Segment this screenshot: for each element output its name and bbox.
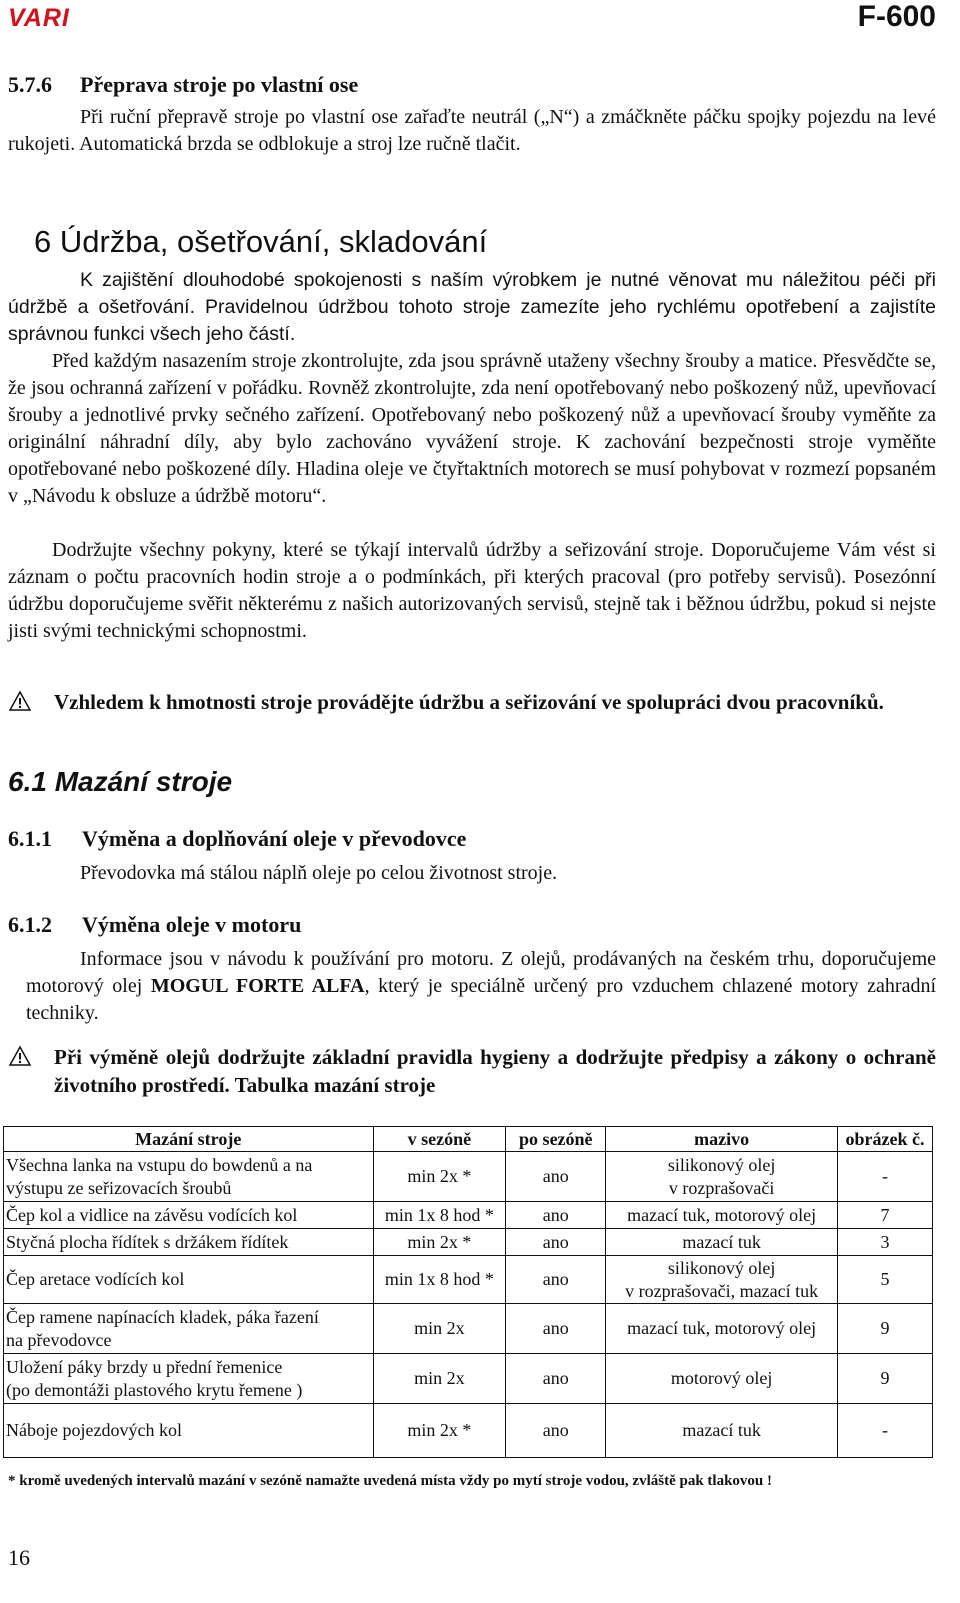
cell-after: ano [506,1256,606,1304]
table-row [4,1202,933,1229]
cell-lubricant: mazací tuk, motorový olej [606,1202,838,1229]
warning-hygiene [8,1043,936,1099]
section-61-title: 6.1 Mazání stroje [8,766,233,797]
model-name: F-600 [857,0,936,33]
cell-lubricant: mazací tuk [606,1229,838,1256]
cell-lubricant: mazací tuk [606,1404,838,1458]
header-figure: obrázek č. [838,1127,933,1152]
cell-figure: 9 [838,1354,933,1404]
cell-after: ano [506,1229,606,1256]
section-612-text-b: , který je speciálně určený pro vzduchem chlazené motory zahradní techniky. [26,975,937,1024]
cell-figure: 7 [838,1202,933,1229]
table-row [4,1229,933,1256]
cell-lubricant [606,1152,838,1202]
warning-text: Vzhledem k hmotnosti stroje provádějte údržbu a seřizování ve spolupráci dvou pracovníků. [54,690,884,714]
cell-lub-line: silikonový olej [667,1154,776,1175]
cell-figure: - [838,1404,933,1458]
section-576-heading [8,72,358,98]
section-number: 6.1.1 [8,826,52,851]
table-row [4,1152,933,1202]
cell-lub-line: silikonový olej [667,1257,776,1278]
oil-name: MOGUL FORTE ALFA [150,975,365,997]
cell-season: min 2x [373,1354,506,1404]
header-part: Mazání stroje [4,1127,374,1152]
cell-season: min 2x * [373,1229,506,1256]
cell-season: min 1x 8 hod * [373,1202,506,1229]
section-title: Výměna oleje v motoru [82,912,302,937]
cell-part: Náboje pojezdových kol [4,1404,374,1458]
section-612-text [26,946,936,1027]
cell-lub-line: v rozprašovači [668,1177,775,1198]
cell-season: min 2x [373,1304,506,1354]
cell-part-line: Všechna lanka na vstupu do bowdenů a na [6,1154,313,1175]
section-number: 5.7.6 [8,72,52,97]
cell-part [4,1304,374,1354]
warning-triangle-icon [8,1045,32,1067]
section-576-text: Při ruční přepravě stroje po vlastní ose zařaďte neutrál („N“) a zmáčkněte páčku spojky pojezdu na levé rukojeti. Automatická brzda se odblokuje a stroj lze ručně tlačit. [8,106,936,155]
table-row [4,1256,933,1304]
table-row [4,1404,933,1458]
cell-after: ano [506,1354,606,1404]
section-title: Přeprava stroje po vlastní ose [80,72,359,97]
section-612-text-a: Informace jsou v návodu k používání pro motoru. Z olejů, prodávaných na českém trhu, doporučujeme motorový olej [26,948,936,997]
section-612-heading [8,912,301,938]
cell-part [4,1354,374,1404]
section-title: Výměna a doplňování oleje v převodovce [82,826,467,851]
cell-lubricant: motorový olej [606,1354,838,1404]
header-after-season: po sezóně [506,1127,606,1152]
cell-part [4,1152,374,1202]
page-number: 16 [8,1545,30,1570]
cell-after: ano [506,1202,606,1229]
lubrication-table [3,1126,933,1458]
table-footnote: * kromě uvedených intervalů mazání v sezóně namažte uvedená místa vždy po mytí stroje vodou, zvláště pak tlakovou ! [8,1473,773,1489]
cell-season: min 1x 8 hod * [373,1256,506,1304]
cell-season: min 2x * [373,1404,506,1458]
header-lubricant: mazivo [606,1127,838,1152]
cell-lubricant: mazací tuk, motorový olej [606,1304,838,1354]
table-row [4,1354,933,1404]
cell-lub-line: v rozprašovači, mazací tuk [625,1280,819,1301]
header-season: v sezóně [373,1127,506,1152]
cell-figure: 9 [838,1304,933,1354]
vari-logo-text: VARI [8,6,70,28]
cell-part-line: na převodovce [6,1329,112,1350]
cell-figure: - [838,1152,933,1202]
chapter-para2: Před každým nasazením stroje zkontrolujte, zda jsou správně utaženy všechny šrouby a matice. Přesvědčte se, že jsou ochranná zařízení v pořádku. Rovněž zkontrolujte, zda není opotřebovaný nebo poškozený nůž, upevňovací šrouby a jednotlivé prvky sečného zařízení. Opotřebovaný nebo poškozený nůž a upevňovací šrouby vyměňte za originální náhradní díly, aby bylo zachováno vyvážení stroje. K zachování bezpečnosti stroje vyměňte opotřebované nebo poškozené díly. Hladina oleje ve čtyřtaktních motorech se musí pohybovat v rozmezí popsaném v „Návodu k obsluze a údržbě motoru“. [8,350,936,507]
cell-after: ano [506,1304,606,1354]
warning-triangle-icon [8,690,32,712]
warning-weight [8,688,936,716]
section-611-heading [8,826,466,852]
section-number: 6.1.2 [8,912,52,937]
chapter-para1: K zajištění dlouhodobé spokojenosti s naším výrobkem je nutné věnovat mu náležitou péči při údržbě a ošetřování. Pravidelnou údržbou tohoto stroje zamezíte jeho rychlému opotřebení a zajistíte správnou funkci všech jeho částí. [8,269,936,345]
cell-part: Čep kol a vidlice na závěsu vodících kol [4,1202,374,1229]
vari-logo [8,6,134,28]
cell-part-line: (po demontáži plastového krytu řemene ) [6,1379,303,1400]
cell-after: ano [506,1152,606,1202]
warning-text: Při výměně olejů dodržujte základní pravidla hygieny a dodržujte předpisy a zákony o ochraně životního prostředí. Tabulka mazání stroje [54,1045,936,1097]
table-header-row [4,1127,933,1152]
cell-figure: 3 [838,1229,933,1256]
cell-figure: 5 [838,1256,933,1304]
table-row [4,1304,933,1354]
cell-season: min 2x * [373,1152,506,1202]
cell-part-line: Čep ramene napínacích kladek, páka řazení [6,1306,319,1327]
cell-part-line: Uložení páky brzdy u přední řemenice [6,1356,283,1377]
chapter-title: 6 Údržba, ošetřování, skladování [34,224,488,259]
cell-after: ano [506,1404,606,1458]
cell-part: Styčná plocha řídítek s držákem řídítek [4,1229,374,1256]
section-611-text: Převodovka má stálou náplň oleje po celou životnost stroje. [80,862,558,884]
cell-part-line: výstupu ze seřizovacích šroubů [6,1177,232,1198]
cell-lubricant [606,1256,838,1304]
chapter-para3: Dodržujte všechny pokyny, které se týkají intervalů údržby a seřizování stroje. Doporučujeme Vám vést si záznam o počtu pracovních hodin stroje a o podmínkách, při kterých pracoval (pro potřeby servisů). Posezónní údržbu doporučujeme svěřit některému z našich autorizovaných servisů, stejně tak i běžnou údržbu, pokud si nejste jisti svými technickými schopnostmi. [8,539,936,642]
cell-part: Čep aretace vodících kol [4,1256,374,1304]
